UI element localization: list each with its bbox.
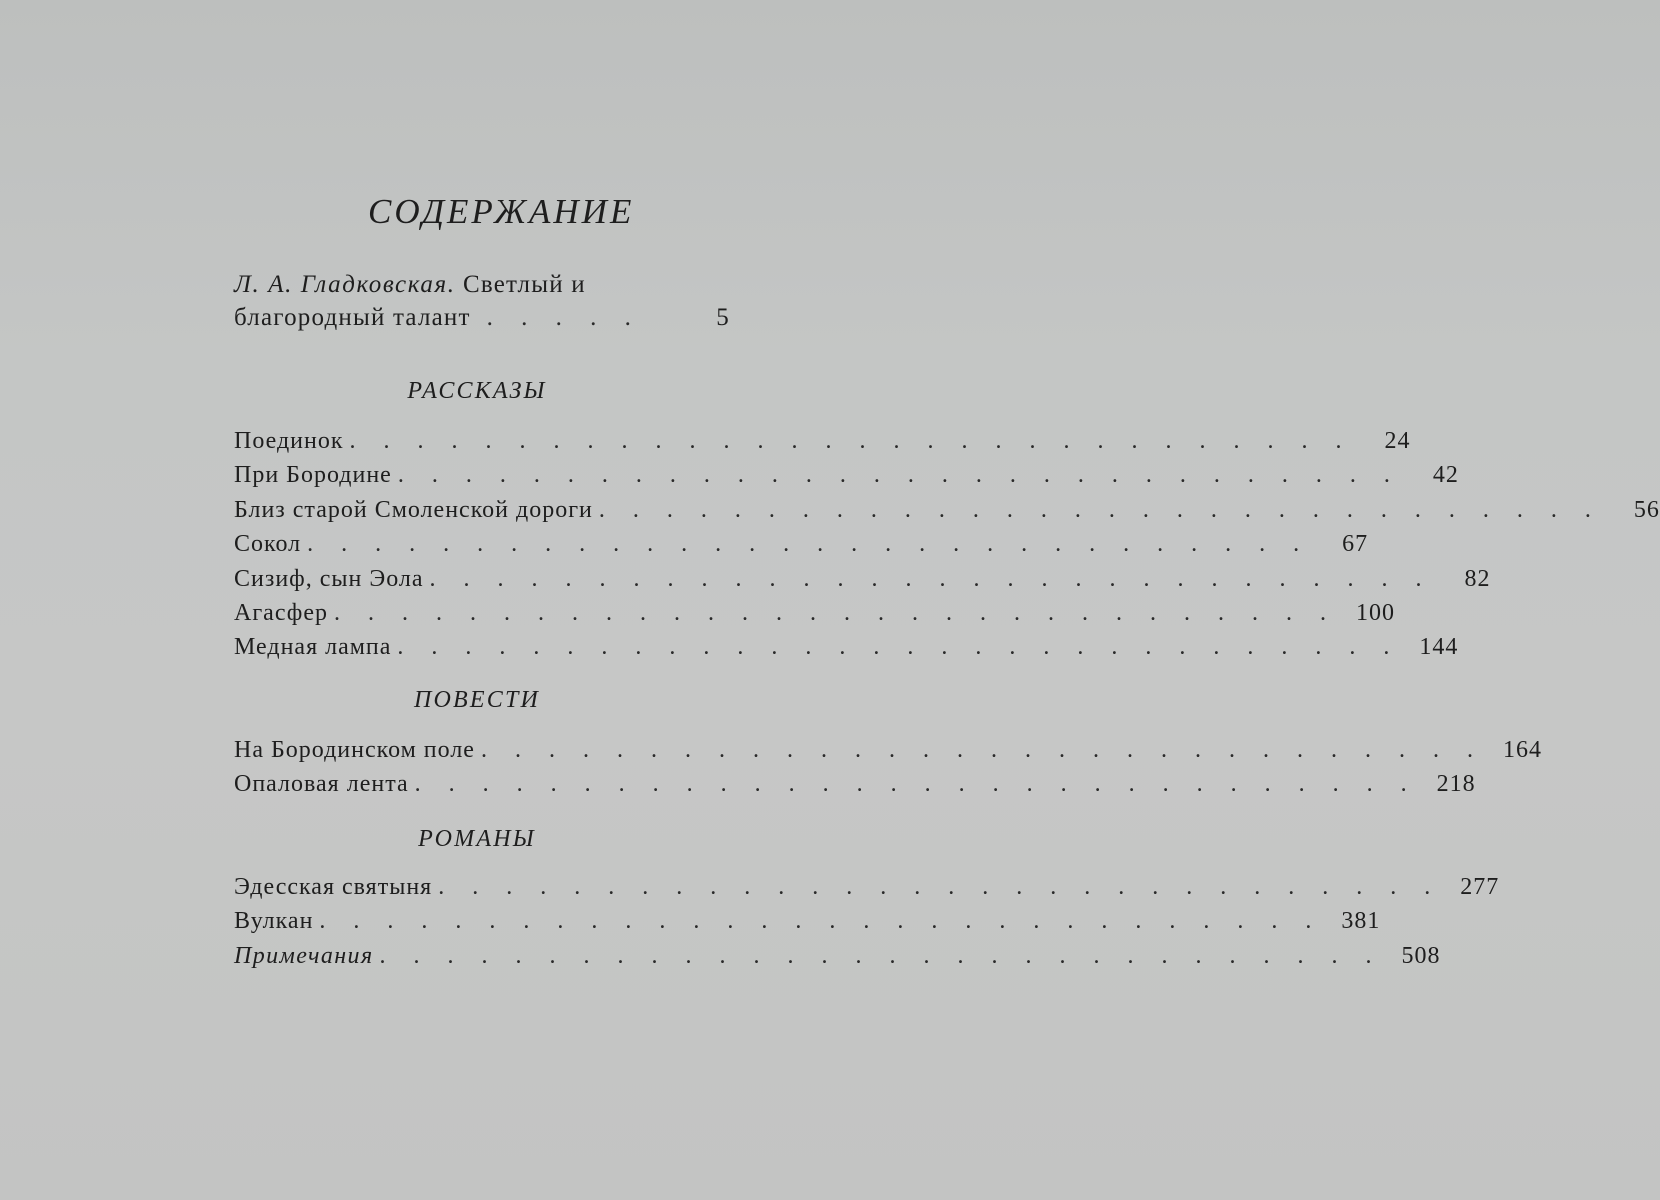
toc-entry (234, 596, 1395, 630)
entry-title: При Бородине (234, 462, 392, 489)
dot-leader: . . . . . . . . . . . . . . . . . . . . . . . . . . . . . . (379, 942, 1383, 969)
entry-title: Вулкан (234, 908, 314, 935)
dot-leader: . . . . . . . . . . . . . . . . . . . . . . . . . . . . . . (319, 908, 1323, 935)
page-number: 381 (1341, 908, 1381, 935)
dot-leader: . . . . . . . . . . . . . . . . . . . . . . . . . . . . . . (349, 428, 1353, 454)
entry-title: Близ старой Смоленской дороги (234, 496, 593, 523)
toc-entry (234, 493, 1660, 527)
page-number: 56 (1633, 496, 1660, 523)
toc-entry-intro (234, 268, 730, 334)
dot-leader: . . . . . . . . . . . . . . . . . . . . . . . . . . . . . . (598, 496, 1602, 523)
toc-entry (234, 527, 1369, 561)
entry-title: Сизиф, сын Эола (234, 565, 424, 592)
entry-title: Эдесская святыня (234, 874, 433, 900)
toc-entry (234, 904, 1381, 938)
toc-entry (234, 424, 1411, 458)
toc-entry (234, 767, 1476, 801)
dot-leader: . . . . . . . . . . . . . . . . . . . . . . . . . . . . . . (397, 462, 1401, 489)
page-number: 24 (1384, 428, 1411, 454)
page-number: 42 (1432, 462, 1459, 489)
page-number: 5 (716, 304, 730, 331)
dot-leader: . . . . . . . . . . . . . . . . . . . . . . . . . . . . . . (480, 737, 1484, 763)
page-number: 508 (1401, 942, 1441, 969)
intro-line-1 (234, 268, 730, 301)
toc-entry (234, 870, 1500, 904)
toc-entry-notes (234, 939, 1441, 973)
page-number: 144 (1419, 634, 1459, 661)
page-number: 100 (1355, 599, 1395, 626)
dot-leader: . . . . . . . . . . . . . . . . . . . . . . . . . . . . . . (397, 634, 1401, 661)
entry-title: На Бородинском поле (234, 737, 475, 763)
dot-leader: . . . . . . . . . . . . . . . . . . . . . . . . . . . . . . (429, 565, 1433, 592)
toc-entry (234, 630, 1459, 664)
dot-leader: . . . . . (486, 304, 642, 331)
section-heading-stories: РАССКАЗЫ (407, 378, 547, 404)
section-heading-novellas: ПОВЕСТИ (413, 687, 541, 713)
dot-leader: . . . . . . . . . . . . . . . . . . . . . . . . . . . . . . (414, 771, 1418, 798)
dot-leader: . . . . . . . . . . . . . . . . . . . . . . . . . . . . . . (438, 874, 1442, 900)
toc-page (232, 0, 1660, 1200)
entry-title: Поединок (234, 428, 344, 454)
entry-title: Примечания (234, 942, 374, 969)
page-number: 67 (1342, 531, 1369, 558)
section-entries-novellas (234, 733, 1542, 802)
intro-line-2 (234, 301, 730, 334)
toc-entry (234, 562, 1491, 596)
entry-title: Медная лампа (234, 634, 392, 661)
intro-title-part-1: Светлый и (463, 271, 586, 298)
page-number: 218 (1436, 771, 1476, 798)
section-entries-novels (234, 870, 1500, 973)
dot-leader: . . . . . . . . . . . . . . . . . . . . . . . . . . . . . . (307, 531, 1311, 558)
dot-leader: . . . . . . . . . . . . . . . . . . . . . . . . . . . . . . (333, 599, 1337, 626)
toc-entry (234, 458, 1459, 492)
entry-title: Сокол (234, 531, 302, 558)
section-heading-novels: РОМАНЫ (418, 826, 536, 852)
page-title: СОДЕРЖАНИЕ (368, 192, 635, 231)
section-entries-stories (234, 424, 1660, 665)
page-number: 82 (1464, 565, 1491, 592)
page-number: 164 (1502, 737, 1542, 763)
page-number: 277 (1460, 874, 1500, 900)
toc-entry (234, 733, 1542, 767)
intro-author: Л. А. Гладковская. (234, 271, 456, 298)
entry-title: Агасфер (234, 599, 328, 626)
intro-title-part-2: благородный талант (234, 304, 471, 331)
entry-title: Опаловая лента (234, 771, 409, 798)
